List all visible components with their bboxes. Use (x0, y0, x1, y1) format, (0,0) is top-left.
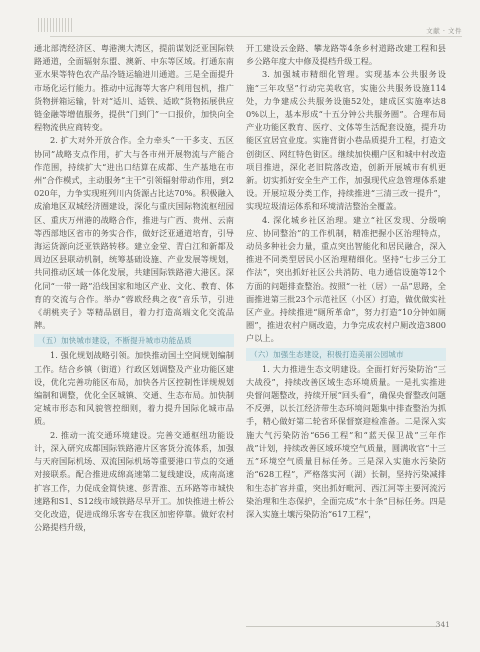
paragraph: 3. 加强城市精细化管理。实现基本公共服务设施“三年攻坚”行动完美收官，实施公共服务设施114处，力争建成公共服务设施52处，建成区实施率达80%以上，基本形成“十五分钟公共服务圈”。合理布局产业功能区教育、医疗、文体等生活配套设施，提升功能区宜居宜业度。实施背街小巷品质提升工程，打造文创街区、网红特色街区。继续加快棚户区和城中村改造项目推进，深化老旧院落改造，创新开展城市有机更新。切实抓好安全生产工作，加强现代应急管理体系建设。开展垃圾分类工作，持续推进“三清三改一提升”，实现垃圾清运体系和环境清洁整治全覆盖。 (246, 69, 446, 212)
section-heading: （五）加快城市建设，不断提升城市功能品质 (34, 334, 234, 347)
left-column (34, 42, 234, 534)
running-head: 文献 · 文件 (426, 27, 462, 35)
paragraph: 2. 推动一流交通环境建设。完善交通枢纽功能设计，深入研究成都国际铁路港片区客货分流体系，加强与天府国际机场、双流国际机场等重要港口节点的交通对接联系。配合推进成绵高速第二复线建设，成南高速扩容工作，力促成金简快速、彭青淮、五环路等市城快速路和S1、S12线市域铁路尽早开工。加快推进土桥公交化改造，促进成绵乐客专在我区加密停靠。做好农村公路提档升级， (34, 429, 234, 533)
page-number: 341 (435, 620, 450, 629)
paragraph: 开工建设云金路、攀龙路等4条乡村道路改建工程和县乡公路年度大中修及提档升级工程。 (246, 43, 446, 67)
section-heading: （六）加强生态建设，积极打造美丽公园城市 (246, 348, 446, 361)
paragraph: 4. 深化城乡社区治理。建立“社区发现、分级响应、协同整治”的工作机制，精准把握小区治理特点，动员多种社会力量，重点突出智能化和居民融合，深入推进不同类型居民小区治理精细化。坚持“七步三分工作法”，突出抓好社区公共消防、电力通信设施等12个方面的问题排查整治。按照“一社（居）一品”思路，全面推进第三批23个示范社区（小区）打造，做优做实社区产业。持续推进“厕所革命”，努力打造“10分钟如厕圈”，推进农村户厕改造，力争完成农村户厕改造3800户以上。 (246, 214, 446, 344)
paragraph: 通北部湾经济区、粤港澳大湾区，提前谋划泛亚国际铁路通道，全面辐射东盟、澳新、中东等区域。打通东南亚水果等特色农产品冷链运输进川通道。三是全面提升市场化运行能力。推动中远海等大客户利用包机，推广货物拼箱运输，针对“适川、适铁、适欧”货物拓展供应链金融等增值服务，提供“门到门”一口报价，加快向全程物流供应商转变。 (34, 43, 234, 133)
paragraph: 2. 扩大对外开放合作。全力牵头“一干多支、五区协同”战略支点作用，扩大与各市州开展物流与产能合作范围，持续扩大“进出口结算在成都、生产基地在市州”合作模式，主动服务“主干”引领辐射带动作用，到2020年，力争实现班列川内货源占比达70%。积极融入成渝地区双城经济圈建设，深化与重庆国际物流枢纽园区、重庆万州港的战略合作，推进与广西、贵州、云南等西部地区省市的务实合作，做好泛亚通道培育，引导海运货源向泛亚铁路转移。建立金堂、青白江和新都及周边区县联动机制，统筹基础设施、产业发展等规划，共同推动区域一体化发展，共建国际铁路港大港区。深化同“一带一路”沿线国家和地区产业、文化、教育、体育的交流与合作。举办“蓉欧经典之夜”音乐节，引进《胡桃夹子》等精品剧目，着力打造高端文化交流品牌。 (34, 135, 234, 331)
paragraph: 1. 大力推进生态文明建设。全面打好污染防治“三大战役”，持续改善区域生态环境质量。一是扎实推进央督问题整改，持续开展“回头看”，确保央督整改问题不反弹，以长江经济带生态环境问题集中排查整治为抓手，精心做好第二轮省环保督察迎检准备。二是深入实施大气污染防治“656工程”和“蓝天保卫战”三年作战”计划，持续改善区域环境空气质量，圆满收官“十三五”环境空气质量目标任务。三是深入实施水污染防治“628工程”，严格落实河（湖）长制，坚持污染减排和生态扩容并重，突出抓好毗河、西江河等主要河流污染治理和生态保护，全面完成“水十条”目标任务。四是深入实施土壤污染防治“617工程”， (246, 363, 446, 519)
paragraph: 1. 强化规划战略引领。加快推动国土空间规划编制工作。结合乡镇（街道）行政区划调整及产业功能区建设，优化完善功能区布局，加快各片区控制性详规规划编制和调整，优化全区城镇、交通、生态布局。加快制定城市形态和风貌管控细则，着力提升国际化城市品质。 (34, 350, 234, 427)
header-decoration (38, 18, 72, 32)
footer-rule (246, 626, 436, 627)
header-rule (50, 36, 462, 37)
right-column (246, 42, 446, 521)
